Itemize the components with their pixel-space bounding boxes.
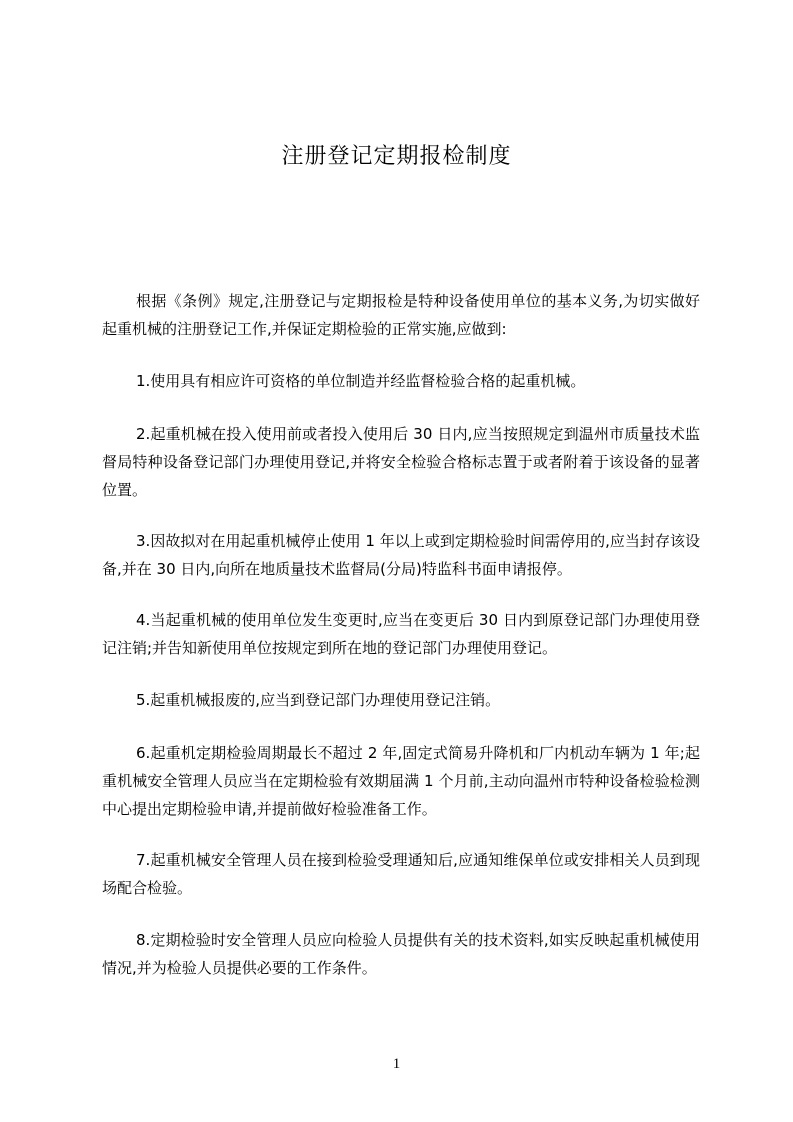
intro-paragraph: 根据《条例》规定,注册登记与定期报检是特种设备使用单位的基本义务,为切实做好起重机械的注册登记工作,并保证定期检验的正常实施,应做到: bbox=[102, 292, 700, 338]
list-item: 8.定期检验时安全管理人员应向检验人员提供有关的技术资料,如实反映起重机械使用情况,并为检验人员提供必要的工作条件。 bbox=[102, 931, 700, 977]
list-item: 6.起重机定期检验周期最长不超过 2 年,固定式简易升降机和厂内机动车辆为 1 年;起重机械安全管理人员应当在定期检验有效期届满 1 个月前,主动向温州市特种设备检验检测中心提出定期检验申请,并提前做好检验准备工作。 bbox=[102, 744, 700, 818]
list-item: 1.使用具有相应许可资格的单位制造并经监督检验合格的起重机械。 bbox=[136, 372, 586, 390]
list-item: 7.起重机械安全管理人员在接到检验受理通知后,应通知维保单位或安排相关人员到现场配合检验。 bbox=[102, 851, 700, 897]
list-item: 2.起重机械在投入使用前或者投入使用后 30 日内,应当按照规定到温州市质量技术监督局特种设备登记部门办理使用登记,并将安全检验合格标志置于或者附着于该设备的显著位置。 bbox=[102, 425, 700, 499]
list-item: 5.起重机械报废的,应当到登记部门办理使用登记注销。 bbox=[136, 691, 501, 709]
list-item: 4.当起重机械的使用单位发生变更时,应当在变更后 30 日内到原登记部门办理使用登记注销;并告知新使用单位按规定到所在地的登记部门办理使用登记。 bbox=[102, 611, 700, 657]
page-title: 注册登记定期报检制度 bbox=[281, 144, 512, 169]
page-number: 1 bbox=[392, 1056, 401, 1072]
list-item: 3.因故拟对在用起重机械停止使用 1 年以上或到定期检验时间需停用的,应当封存该设备,并在 30 日内,向所在地质量技术监督局(分局)特监科书面申请报停。 bbox=[102, 532, 700, 578]
